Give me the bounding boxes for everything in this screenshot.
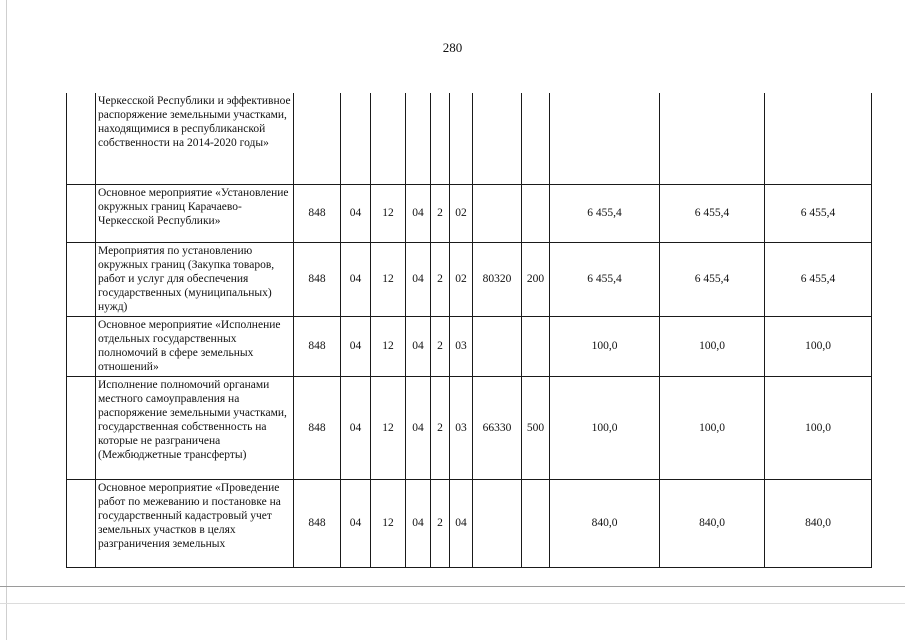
amount-year-3: 6 455,4 bbox=[765, 242, 872, 316]
subprogram-code bbox=[431, 93, 450, 184]
amount-year-3: 100,0 bbox=[765, 316, 872, 376]
expense-type-code bbox=[522, 93, 550, 184]
amount-year-2 bbox=[660, 93, 765, 184]
ministry-code: 848 bbox=[294, 479, 341, 567]
program-code: 04 bbox=[406, 184, 431, 242]
section-code: 04 bbox=[341, 242, 371, 316]
amount-year-2: 100,0 bbox=[660, 316, 765, 376]
scan-edge-left bbox=[6, 0, 7, 640]
expense-type-code: 200 bbox=[522, 242, 550, 316]
event-code: 03 bbox=[450, 316, 473, 376]
row-name: Основное мероприятие «Проведение работ по межеванию и постановке на государственный кадастровый учет земельных участков в целях разграничения земельных bbox=[96, 479, 294, 567]
direction-code bbox=[473, 184, 522, 242]
amount-year-1: 100,0 bbox=[550, 316, 660, 376]
ministry-code: 848 bbox=[294, 242, 341, 316]
row-name: Исполнение полномочий органами местного самоуправления на распоряжение земельными участками, государственная собственность на которые не разграничена (Межбюджетные трансферты) bbox=[96, 376, 294, 479]
subsection-code: 12 bbox=[371, 184, 406, 242]
scan-edge-bottom-faint bbox=[0, 603, 905, 604]
amount-year-2: 6 455,4 bbox=[660, 184, 765, 242]
table-row bbox=[67, 316, 872, 376]
ministry-code: 848 bbox=[294, 376, 341, 479]
row-index-cell bbox=[67, 184, 96, 242]
amount-year-1: 6 455,4 bbox=[550, 184, 660, 242]
subprogram-code: 2 bbox=[431, 242, 450, 316]
section-code: 04 bbox=[341, 316, 371, 376]
row-index-cell bbox=[67, 242, 96, 316]
row-name: Основное мероприятие «Исполнение отдельных государственных полномочий в сфере земельных отношений» bbox=[96, 316, 294, 376]
direction-code bbox=[473, 316, 522, 376]
ministry-code bbox=[294, 93, 341, 184]
row-index-cell bbox=[67, 376, 96, 479]
row-index-cell bbox=[67, 93, 96, 184]
amount-year-1 bbox=[550, 93, 660, 184]
row-index-cell bbox=[67, 479, 96, 567]
table-row bbox=[67, 242, 872, 316]
budget-table bbox=[66, 93, 872, 568]
subsection-code bbox=[371, 93, 406, 184]
amount-year-2: 100,0 bbox=[660, 376, 765, 479]
table-row bbox=[67, 93, 872, 184]
program-code: 04 bbox=[406, 316, 431, 376]
subprogram-code: 2 bbox=[431, 316, 450, 376]
event-code: 02 bbox=[450, 184, 473, 242]
event-code: 04 bbox=[450, 479, 473, 567]
expense-type-code: 500 bbox=[522, 376, 550, 479]
subprogram-code: 2 bbox=[431, 184, 450, 242]
program-code: 04 bbox=[406, 376, 431, 479]
section-code bbox=[341, 93, 371, 184]
subsection-code: 12 bbox=[371, 316, 406, 376]
event-code: 02 bbox=[450, 242, 473, 316]
program-code bbox=[406, 93, 431, 184]
direction-code bbox=[473, 479, 522, 567]
amount-year-3: 840,0 bbox=[765, 479, 872, 567]
table-row bbox=[67, 376, 872, 479]
subprogram-code: 2 bbox=[431, 376, 450, 479]
amount-year-2: 6 455,4 bbox=[660, 242, 765, 316]
subprogram-code: 2 bbox=[431, 479, 450, 567]
event-code: 03 bbox=[450, 376, 473, 479]
amount-year-1: 840,0 bbox=[550, 479, 660, 567]
amount-year-1: 100,0 bbox=[550, 376, 660, 479]
section-code: 04 bbox=[341, 184, 371, 242]
ministry-code: 848 bbox=[294, 184, 341, 242]
event-code bbox=[450, 93, 473, 184]
expense-type-code bbox=[522, 184, 550, 242]
subsection-code: 12 bbox=[371, 376, 406, 479]
amount-year-3: 100,0 bbox=[765, 376, 872, 479]
subsection-code: 12 bbox=[371, 479, 406, 567]
expense-type-code bbox=[522, 479, 550, 567]
amount-year-2: 840,0 bbox=[660, 479, 765, 567]
amount-year-1: 6 455,4 bbox=[550, 242, 660, 316]
table-row bbox=[67, 184, 872, 242]
direction-code: 66330 bbox=[473, 376, 522, 479]
section-code: 04 bbox=[341, 479, 371, 567]
program-code: 04 bbox=[406, 242, 431, 316]
row-index-cell bbox=[67, 316, 96, 376]
section-code: 04 bbox=[341, 376, 371, 479]
table-row bbox=[67, 479, 872, 567]
scan-edge-bottom bbox=[0, 586, 905, 587]
page-number: 280 bbox=[442, 40, 463, 55]
amount-year-3: 6 455,4 bbox=[765, 184, 872, 242]
row-name: Черкесской Республики и эффективное распоряжение земельными участками, находящимися в республиканской собственности на 2014-2020 годы» bbox=[96, 93, 294, 184]
row-name: Мероприятия по установлению окружных границ (Закупка товаров, работ и услуг для обеспечения государственных (муниципальных) нужд) bbox=[96, 242, 294, 316]
program-code: 04 bbox=[406, 479, 431, 567]
direction-code bbox=[473, 93, 522, 184]
direction-code: 80320 bbox=[473, 242, 522, 316]
amount-year-3 bbox=[765, 93, 872, 184]
expense-type-code bbox=[522, 316, 550, 376]
row-name: Основное мероприятие «Установление окружных границ Карачаево-Черкесской Республики» bbox=[96, 184, 294, 242]
ministry-code: 848 bbox=[294, 316, 341, 376]
subsection-code: 12 bbox=[371, 242, 406, 316]
